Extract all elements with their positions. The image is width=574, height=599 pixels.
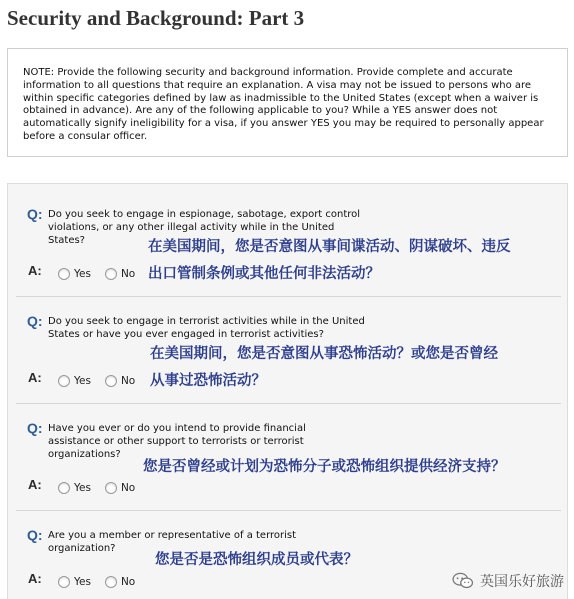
divider: [16, 510, 561, 511]
q-label: Q:: [27, 313, 43, 329]
note-text: NOTE: Provide the following security and background information. Provide complete and accurate information to all questions that require an explanation. A visa may not be issued to persons who are within specific categories defined by law as inadmissible to the United States (except when a waiver is obtained in advance). Are any of the following applicable to you? While a YES answer does not automatically signify ineligibility for a visa, if you answer YES you may be required to personally appear before a consular officer.: [23, 67, 544, 142]
answer-options: [58, 576, 149, 588]
q-label: Q:: [27, 527, 43, 543]
wechat-icon: [452, 572, 474, 590]
question-translation: 您是否是恐怖组织成员或代表？: [155, 552, 358, 568]
yes-label: Yes: [74, 268, 91, 280]
answer-options: [58, 268, 149, 280]
no-label: No: [120, 482, 136, 494]
yes-label: Yes: [74, 482, 91, 494]
a-label: A:: [28, 263, 42, 278]
no-radio[interactable]: [105, 482, 117, 494]
watermark: [452, 571, 564, 591]
q-label: Q:: [27, 420, 43, 436]
answer-options: [58, 482, 149, 494]
yes-radio[interactable]: [58, 268, 70, 280]
a-label: A:: [28, 477, 42, 492]
watermark-text: 英国乐好旅游: [480, 574, 564, 590]
yes-radio[interactable]: [58, 576, 70, 588]
divider: [16, 296, 561, 297]
question-text: Have you ever or do you intend to provide financial assistance or other support to terrorists or terrorist organizations?: [48, 423, 306, 460]
a-label: A:: [28, 571, 42, 586]
no-label: No: [120, 268, 136, 280]
question-text: Do you seek to engage in espionage, sabotage, export control violations, or any other illegal activity while in the United States?: [48, 209, 361, 246]
questions-panel: [7, 183, 568, 599]
note-box: [7, 48, 568, 157]
no-radio[interactable]: [105, 375, 117, 387]
no-label: No: [120, 576, 136, 588]
question-translation-line2: 出口管制条例或其他任何非法活动？: [148, 266, 380, 282]
yes-radio[interactable]: [58, 375, 70, 387]
question-text: Are you a member or representative of a terrorist organization?: [48, 530, 297, 554]
yes-label: Yes: [74, 576, 91, 588]
yes-label: Yes: [74, 375, 91, 387]
q-label: Q:: [27, 206, 43, 222]
a-label: A:: [28, 370, 42, 385]
question-translation: 在美国期间，您是否意图从事间谍活动、阴谋破坏、违反: [148, 239, 511, 255]
question-text: Do you seek to engage in terrorist activities while in the United States or have you ever engaged in terrorist activities?: [48, 316, 365, 340]
question-translation-line2: 从事过恐怖活动？: [150, 373, 266, 389]
page-title: Security and Background: Part 3: [7, 6, 305, 30]
no-label: No: [120, 375, 136, 387]
no-radio[interactable]: [105, 268, 117, 280]
question-translation: 在美国期间，您是否意图从事恐怖活动？或您是否曾经: [150, 346, 498, 362]
divider: [16, 403, 561, 404]
answer-options: [58, 375, 149, 387]
no-radio[interactable]: [105, 576, 117, 588]
question-translation: 您是否曾经或计划为恐怖分子或恐怖组织提供经济支持？: [143, 459, 506, 475]
yes-radio[interactable]: [58, 482, 70, 494]
